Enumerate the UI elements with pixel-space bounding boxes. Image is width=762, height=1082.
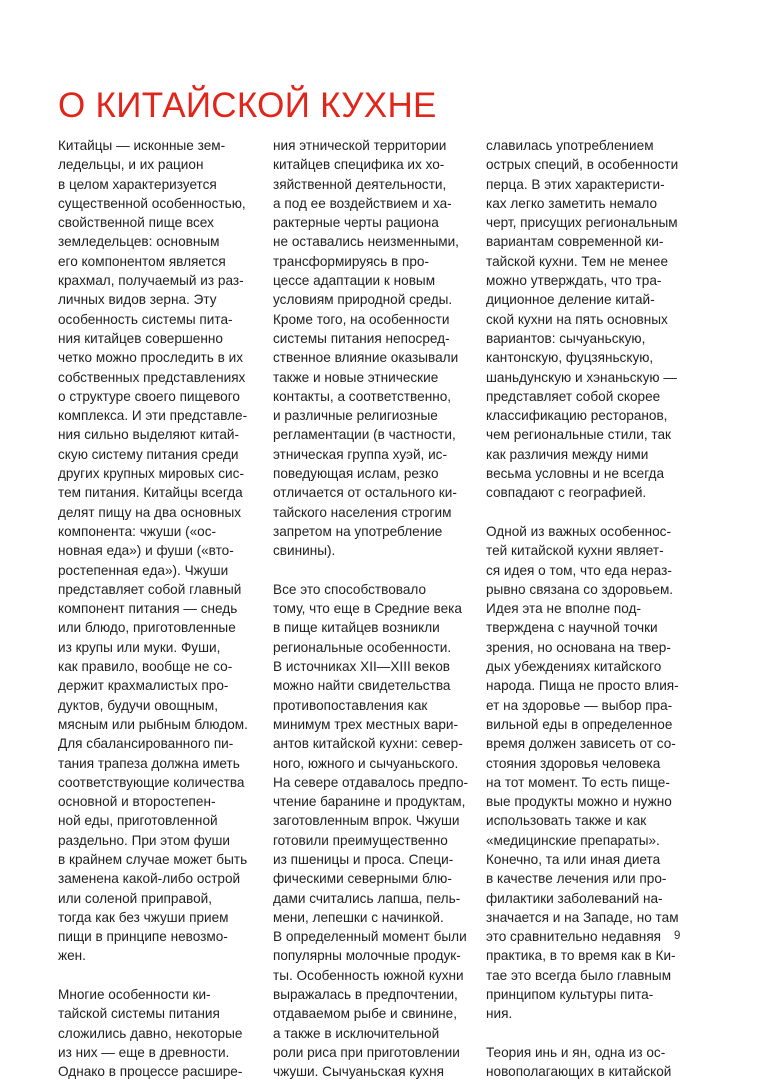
text-line: новная еда») и фуши («вто- bbox=[58, 543, 234, 559]
text-line: или блюдо, приготовленные bbox=[58, 620, 236, 636]
text-line: ской кухни на пять основных bbox=[486, 311, 668, 327]
text-line: выражалась в предпочтении, bbox=[273, 987, 458, 1003]
text-line: фическими северными блю- bbox=[273, 871, 452, 887]
text-line: Кроме того, на особенности bbox=[273, 311, 450, 327]
text-line: мени, лепешки с начинкой. bbox=[273, 909, 444, 925]
text-line: на тот момент. То есть пище- bbox=[486, 774, 670, 790]
text-line: ния китайцев совершенно bbox=[58, 330, 223, 346]
text-line: принципом культуры пита- bbox=[486, 987, 654, 1003]
text-line: свойственной пище всех bbox=[58, 215, 214, 231]
text-line: представляет собой скорее bbox=[486, 388, 661, 404]
text-line: ния сильно выделяют китай- bbox=[58, 427, 240, 443]
text-line: из пшеницы и проса. Специ- bbox=[273, 851, 454, 867]
text-line: ся идея о том, что еда нераз- bbox=[486, 562, 672, 578]
text-line: а также в исключительной bbox=[273, 1025, 440, 1041]
text-line: запретом на употребление bbox=[273, 523, 443, 539]
text-line: тому, что еще в Средние века bbox=[273, 601, 462, 617]
text-line: В источниках XII—XIII веков bbox=[273, 659, 451, 675]
text-line: цессе адаптации к новым bbox=[273, 273, 436, 289]
text-line: шаньдунскую и хэнаньскую — bbox=[486, 369, 677, 385]
text-line: держит крахмалистых про- bbox=[58, 678, 229, 694]
text-line: диционное деление китай- bbox=[486, 292, 655, 308]
text-line: рактерные черты рациона bbox=[273, 215, 439, 231]
text-line: тайской кухни. Тем не менее bbox=[486, 253, 669, 269]
text-line: тем питания. Китайцы всегда bbox=[58, 485, 243, 501]
text-line: ного, южного и сычуаньского. bbox=[273, 755, 459, 771]
text-line: существенной особенностью, bbox=[58, 195, 246, 211]
text-line: комплекса. И эти представле- bbox=[58, 408, 248, 424]
text-line: можно утверждать, что тра- bbox=[486, 273, 662, 289]
text-line: филактики заболеваний на- bbox=[486, 890, 663, 906]
text-line: острых специй, в особенности bbox=[486, 157, 679, 173]
text-line: классификацию ресторанов, bbox=[486, 408, 668, 424]
text-line: Конечно, та или иная диета bbox=[486, 851, 661, 867]
text-line: минимум трех местных вари- bbox=[273, 716, 459, 732]
text-line: ной еды, приготовленной bbox=[58, 813, 218, 829]
text-line: поведующая ислам, резко bbox=[273, 466, 439, 482]
text-line: отличается от остального ки- bbox=[273, 485, 457, 501]
paragraph bbox=[486, 1043, 696, 1082]
text-line: дуктов, будучи овощным, bbox=[58, 697, 219, 713]
text-line: из крупы или муки. Фуши, bbox=[58, 639, 221, 655]
text-line: Все это способствовало bbox=[273, 581, 427, 597]
text-line: основной и второстепен- bbox=[58, 794, 216, 810]
text-line: вариантам современной ки- bbox=[486, 234, 664, 250]
text-line: тания трапеза должна иметь bbox=[58, 755, 240, 771]
text-line: региональные особенности. bbox=[273, 639, 452, 655]
text-line: Многие особенности ки- bbox=[58, 987, 211, 1003]
text-line: перца. В этих характеристи- bbox=[486, 176, 665, 192]
text-line: собственных представлениях bbox=[58, 369, 246, 385]
text-line: а под ее воздействием и ха- bbox=[273, 195, 452, 211]
text-line: Теория инь и ян, одна из ос- bbox=[486, 1044, 666, 1060]
text-column-1 bbox=[58, 136, 266, 1082]
text-line: представляет собой главный bbox=[58, 581, 242, 597]
text-line: его компонентом является bbox=[58, 253, 226, 269]
text-line: свинины). bbox=[273, 543, 336, 559]
text-line: рывно связана со здоровьем. bbox=[486, 581, 674, 597]
text-line: или соленой приправой, bbox=[58, 890, 213, 906]
text-line: Однако в процессе расшире- bbox=[58, 1064, 243, 1080]
text-line: вые продукты можно и нужно bbox=[486, 794, 672, 810]
text-line: «медицинские препараты». bbox=[486, 832, 660, 848]
text-line: ты. Особенность южной кухни bbox=[273, 967, 464, 983]
paragraph bbox=[273, 580, 478, 1082]
text-line: это сравнительно недавняя bbox=[486, 929, 662, 945]
text-line: отдаваемом рыбе и свинине, bbox=[273, 1006, 457, 1022]
text-line: в пище китайцев возникли bbox=[273, 620, 440, 636]
text-line: земледельцев: основным bbox=[58, 234, 220, 250]
text-line: жен. bbox=[58, 948, 86, 964]
text-line: китайцев специфика их хо- bbox=[273, 157, 445, 173]
text-line: о структуре своего пищевого bbox=[58, 388, 240, 404]
text-line: тайской системы питания bbox=[58, 1006, 220, 1022]
text-line: В определенный момент были bbox=[273, 929, 467, 945]
text-line: кантонскую, фуцзяньскую, bbox=[486, 350, 654, 366]
text-line: можно найти свидетельства bbox=[273, 678, 451, 694]
page-title: О КИТАЙСКОЙ КУХНЕ bbox=[58, 86, 437, 125]
text-line: чжуши. Сычуаньская кухня bbox=[273, 1064, 444, 1080]
text-line: заменена какой-либо острой bbox=[58, 871, 241, 887]
text-line: компонента: чжуши («ос- bbox=[58, 523, 217, 539]
text-line: совпадают с географией. bbox=[486, 485, 647, 501]
text-line: ния. bbox=[486, 1006, 513, 1022]
paragraph bbox=[273, 136, 478, 561]
text-line: чтение баранине и продуктам, bbox=[273, 794, 466, 810]
text-line: Для сбалансированного пи- bbox=[58, 736, 234, 752]
text-line: сложились давно, некоторые bbox=[58, 1025, 243, 1041]
text-line: новополагающих в китайской bbox=[486, 1064, 672, 1080]
text-line: ках легко заметить немало bbox=[486, 195, 658, 211]
text-line: делят пищу на два основных bbox=[58, 504, 242, 520]
text-line: раздельно. При этом фуши bbox=[58, 832, 230, 848]
text-column-3 bbox=[486, 136, 696, 1082]
text-line: системы питания непосред- bbox=[273, 330, 450, 346]
text-line: роли риса при приготовлении bbox=[273, 1044, 460, 1060]
text-line: четко можно проследить в их bbox=[58, 350, 244, 366]
text-line: как правило, вообще не со- bbox=[58, 659, 233, 675]
text-line: тогда как без чжуши прием bbox=[58, 909, 229, 925]
text-line: тей китайской кухни являет- bbox=[486, 543, 664, 559]
text-line: особенность системы пита- bbox=[58, 311, 233, 327]
text-line: черт, присущих региональным bbox=[486, 215, 678, 231]
text-line: соответствующие количества bbox=[58, 774, 245, 790]
text-line: в крайнем случае может быть bbox=[58, 851, 248, 867]
page-number: 9 bbox=[674, 930, 681, 942]
text-line: чем региональные стили, так bbox=[486, 427, 671, 443]
text-line: мясным или рыбным блюдом. bbox=[58, 716, 248, 732]
text-line: зяйственной деятельности, bbox=[273, 176, 447, 192]
paragraph bbox=[58, 136, 266, 966]
text-line: также и новые этнические bbox=[273, 369, 439, 385]
text-line: популярны молочные продук- bbox=[273, 948, 461, 964]
text-line: трансформируясь в про- bbox=[273, 253, 429, 269]
text-line: в качестве лечения или про- bbox=[486, 871, 667, 887]
text-line: ния этнической территории bbox=[273, 138, 447, 153]
text-line: весьма условны и не всегда bbox=[486, 466, 665, 482]
text-line: не оставались неизменными, bbox=[273, 234, 459, 250]
text-line: крахмал, получаемый из раз- bbox=[58, 273, 244, 289]
text-line: славилась употреблением bbox=[486, 138, 654, 153]
text-line: дами считались лапша, пель- bbox=[273, 890, 461, 906]
text-column-2 bbox=[273, 136, 478, 1082]
text-line: дых убеждениях китайского bbox=[486, 659, 662, 675]
text-line: из них — еще в древности. bbox=[58, 1044, 230, 1060]
text-line: ростепенная еда»). Чжуши bbox=[58, 562, 229, 578]
text-line: готовили преимущественно bbox=[273, 832, 448, 848]
text-line: как различия между ними bbox=[486, 446, 649, 462]
text-line: пищи в принципе невозмо- bbox=[58, 929, 228, 945]
text-line: других крупных мировых сис- bbox=[58, 466, 244, 482]
text-line: противопоставления как bbox=[273, 697, 428, 713]
text-line: тайского населения строгим bbox=[273, 504, 452, 520]
text-line: скую систему питания среди bbox=[58, 446, 239, 462]
text-line: регламентации (в частности, bbox=[273, 427, 456, 443]
text-line: компонент питания — снедь bbox=[58, 601, 238, 617]
text-line: заготовленным впрок. Чжуши bbox=[273, 813, 460, 829]
text-line: вильной еды в определенное bbox=[486, 716, 673, 732]
text-line: антов китайской кухни: север- bbox=[273, 736, 463, 752]
text-line: тае это всегда было главным bbox=[486, 967, 672, 983]
text-line: время должен зависеть от со- bbox=[486, 736, 676, 752]
text-line: и различные религиозные bbox=[273, 408, 438, 424]
text-line: контакты, а соответственно, bbox=[273, 388, 452, 404]
text-line: Китайцы — исконные зем- bbox=[58, 138, 226, 153]
text-line: условиям природной среды. bbox=[273, 292, 453, 308]
text-line: народа. Пища не просто влия- bbox=[486, 678, 679, 694]
paragraph bbox=[486, 136, 696, 503]
text-line: Идея эта не вполне под- bbox=[486, 601, 641, 617]
text-line: ледельцы, и их рацион bbox=[58, 157, 204, 173]
text-line: ет на здоровье — выбор пра- bbox=[486, 697, 673, 713]
text-line: в целом характеризуется bbox=[58, 176, 217, 192]
text-line: зрения, но основана на твер- bbox=[486, 639, 671, 655]
text-line: использовать также и как bbox=[486, 813, 647, 829]
text-line: вариантов: сычуаньскую, bbox=[486, 330, 646, 346]
text-line: этническая группа хуэй, ис- bbox=[273, 446, 448, 462]
paragraph bbox=[486, 522, 696, 1024]
text-line: ственное влияние оказывали bbox=[273, 350, 459, 366]
text-line: тверждена с научной точки bbox=[486, 620, 658, 636]
text-line: На севере отдавалось предпо- bbox=[273, 774, 469, 790]
text-line: личных видов зерна. Эту bbox=[58, 292, 217, 308]
text-line: Одной из важных особеннос- bbox=[486, 523, 671, 539]
text-line: практика, в то время как в Ки- bbox=[486, 948, 676, 964]
text-line: значается и на Западе, но там bbox=[486, 909, 679, 925]
text-line: стояния здоровья человека bbox=[486, 755, 661, 771]
